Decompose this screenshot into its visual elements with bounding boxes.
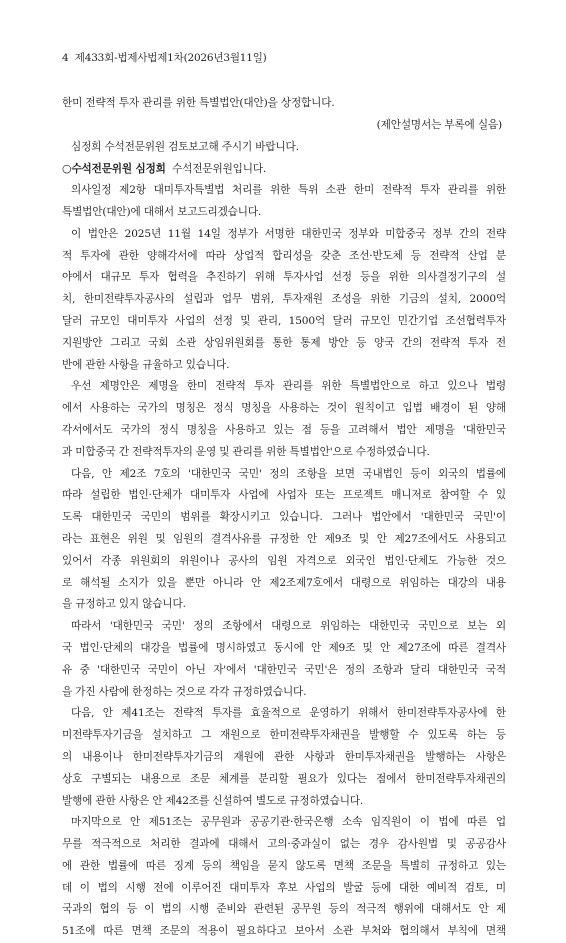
speaker-name: 수석전문위원 심정희 <box>71 163 166 176</box>
page-number: 4 <box>62 52 69 64</box>
text-line: 을 규정하고 있지 않습니다. <box>62 598 186 611</box>
text-line: 유 중 '대한민국 국민이 아닌 자'에서 '대한민국 국민'은 정의 조항과 달리 대한민국 국적 <box>62 663 506 676</box>
text-line: 각서에서도 국가의 정식 명칭을 사용하고 있는 점 등을 고려해서 법안 제명을 '대한민국 <box>62 423 506 436</box>
text-line: 적 투자에 관한 양해각서에 따라 상업적 합리성을 갖춘 조선·반도체 등 전략적 산업 분 <box>62 249 506 262</box>
speaker-bullet-icon: ○ <box>62 162 72 176</box>
text-line: 다음, 안 제2조 7호의 '대한민국 국민' 정의 조항을 보면 국내법인 등이 외국의 법률에 <box>71 467 506 480</box>
text-line: 따라서 '대한민국 국민' 정의 조항에서 대령으로 위임하는 대한민국 국민으로 보는 외 <box>71 620 506 633</box>
minutes-body <box>62 93 506 943</box>
text-line: 데 이 법의 시행 전에 이루어진 대미투자 후보 사업의 발굴 등에 대한 예비적 검토, 미 <box>62 881 506 894</box>
text-line: 야에서 대규모 투자 협력을 추진하기 위해 투자사업 선정 등을 위한 의사결정기구의 설 <box>62 271 506 284</box>
text-line: 라는 표현은 위원 및 임원의 결격사유를 규정한 안 제9조 및 안 제27조에서도 사용되고 <box>62 532 506 545</box>
text-line: 과 미합중국 간 전략적투자의 운영 및 관리를 위한 특별법안'으로 수정하였습니다. <box>62 445 430 458</box>
text-line: 있어서 각종 위원회의 위원이나 공사의 임원 자격으로 외국인 법인·단체도 가능한 것으 <box>62 554 506 567</box>
appendix-note: (제안설명서는 부록에 실음) <box>376 118 502 131</box>
text-line: 무를 적극적으로 처리한 결과에 대해서 고의·중과실이 없는 경우 감사원법 및 공공감사 <box>62 838 506 851</box>
text-line: 의사일정 제2항 대미투자특별법 처리를 위한 특위 소관 한미 전략적 투자 관리를 위한 <box>71 184 506 197</box>
text-line: 치, 한미전략투자공사의 설립과 업무 범위, 투자재원 조성을 위한 기금의 설치, 2000억 <box>62 293 506 306</box>
text-line: 달러 규모인 대미투자 사업의 선정 및 관리, 1500억 달러 규모인 민간기업 조선협력투자 <box>62 314 506 327</box>
text-line: 이 법안은 2025년 11월 14일 정부가 서명한 대한민국 정부와 미합중국 정부 간의 전략 <box>71 227 506 240</box>
text-line: 지원방안 그리고 국회 소관 상임위원회를 통한 통제 방안 등 양국 간의 전략적 투자 전 <box>62 336 506 349</box>
text-line: 따라 설립한 법인·단체가 대미투자 사업에 사업자 또는 프로젝트 매니저로 참여할 수 있 <box>62 489 506 502</box>
text-line: 심정희 수석전문위원 검토보고해 주시기 바랍니다. <box>71 140 299 153</box>
text-line: 마지막으로 안 제51조는 공무원과 공공기관·한국은행 소속 임직원이 이 법에 따른 업 <box>71 816 506 829</box>
text-line: 에서 사용하는 국가의 명칭은 정식 명칭을 사용하는 것이 원칙이고 입법 배경이 된 양해 <box>62 402 506 415</box>
text-line: 에 관한 법률에 따른 징계 등의 책임을 묻지 않도록 면책 조문을 특별히 규정하고 있는 <box>62 859 506 872</box>
meeting-info: 제433회-법제사법제1차(2026년3월11일) <box>74 52 267 64</box>
text-line: 의 내용이나 한미전략투자기금의 재원에 관한 사항과 한미투자채권을 발행하는 사항은 <box>62 750 506 763</box>
text-line: 특별법안(대안)에 대해서 보고드리겠습니다. <box>62 205 262 218</box>
page-header <box>62 50 267 65</box>
text-line: 반에 관한 사항을 규율하고 있습니다. <box>62 358 230 371</box>
text-line: 국 법인·단체의 대강을 법률에 명시하였고 동시에 안 제9조 및 안 제27조에 따른 결격사 <box>62 641 506 654</box>
text-line: 미전략투자기금을 설치하고 그 재원으로 한미전략투자채권을 발행할 수 있도록 하는 등 <box>62 729 506 742</box>
text-line: 다음, 안 제41조는 전략적 투자를 효율적으로 운영하기 위해서 한미전략투자공사에 한 <box>71 707 506 720</box>
text-line: 상호 구별되는 내용으로 조문 체계를 분리할 필요가 있다는 점에서 한미전략투자채권의 <box>62 772 506 785</box>
text-line: 을 가진 사람에 한정하는 것으로 각각 규정하였습니다. <box>62 685 307 698</box>
speaker-remark: 수석전문위원입니다. <box>165 163 267 176</box>
text-line: 로 해석될 소지가 있을 뿐만 아니라 안 제2조제7호에서 대령으로 위임하는 대강의 내용 <box>62 576 506 589</box>
text-line: 한미 전략적 투자 관리를 위한 특별법안(대안)을 상정합니다. <box>62 97 335 109</box>
text-line: 도록 대한민국 국민의 범위를 확장시키고 있습니다. 그러나 법안에서 '대한민국 국민'이 <box>62 511 506 524</box>
speaker-line <box>62 158 506 180</box>
text-line: 발행에 관한 사항은 안 제42조를 신설하여 별도로 규정하였습니다. <box>62 794 364 807</box>
text-line: 51조에 따른 면책 조문의 적용이 필요하다고 보아서 소관 부처와 협의해서 부칙에 면책 <box>62 925 506 938</box>
text-line: 우선 제명안은 제명을 한미 전략적 투자 관리를 위한 특별법안으로 하고 있으나 법령 <box>71 380 506 393</box>
text-line: 국과의 협의 등 이 법의 시행 준비와 관련된 공무원 등의 적극적 행위에 대해서도 안 제 <box>62 903 506 916</box>
